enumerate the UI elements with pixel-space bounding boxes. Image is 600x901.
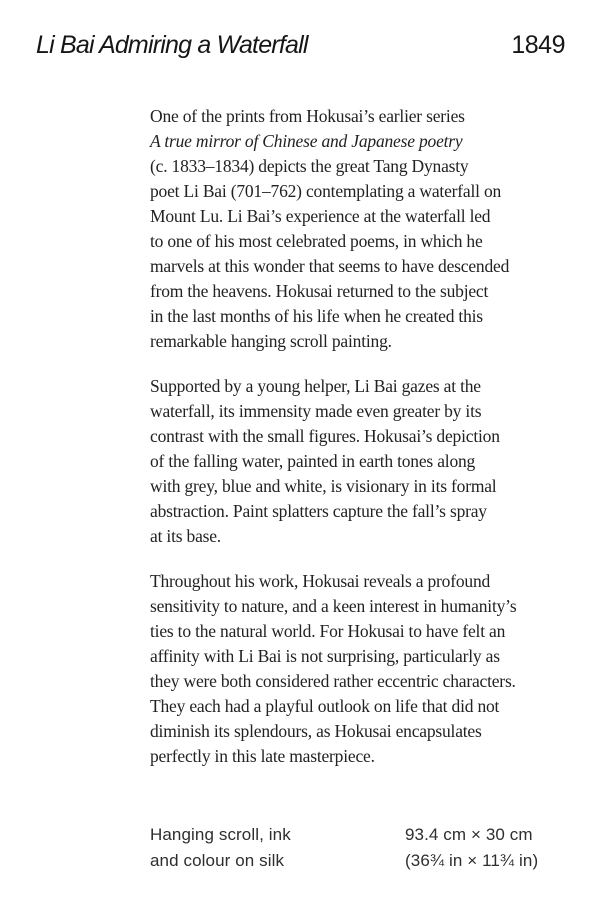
paragraph [150, 569, 516, 769]
medium-line-2: and colour on silk [150, 851, 285, 870]
text-line: Supported by a young helper, Li Bai gazes at the [150, 376, 481, 396]
text-line: at its base. [150, 526, 221, 546]
article [150, 104, 516, 769]
dimensions-line-2: (36¾ in × 11¾ in) [405, 851, 539, 870]
text-line: from the heavens. Hokusai returned to the subject [150, 281, 489, 301]
text-line: poet Li Bai (701–762) contemplating a waterfall on [150, 181, 502, 201]
artwork-title: Li Bai Admiring a Waterfall [36, 31, 308, 59]
text-line: contrast with the small figures. Hokusai’s depiction [150, 426, 500, 446]
medium-line-1: Hanging scroll, ink [150, 825, 291, 844]
text-line: affinity with Li Bai is not surprising, particularly as [150, 646, 500, 666]
text-line: in the last months of his life when he created this [150, 306, 483, 326]
text-line: they were both considered rather eccentric characters. [150, 671, 516, 691]
text-line: marvels at this wonder that seems to have descended [150, 256, 510, 276]
paragraph [150, 374, 516, 549]
text-line: A true mirror of Chinese and Japanese poetry [150, 131, 463, 151]
text-line: perfectly in this late masterpiece. [150, 746, 375, 766]
text-line: diminish its splendours, as Hokusai encapsulates [150, 721, 482, 741]
text-line: Mount Lu. Li Bai’s experience at the waterfall led [150, 206, 491, 226]
text-line: to one of his most celebrated poems, in which he [150, 231, 483, 251]
dimensions-column [405, 822, 538, 874]
text-line: waterfall, its immensity made even greater by its [150, 401, 482, 421]
text-line: One of the prints from Hokusai’s earlier series [150, 106, 465, 126]
text-line: sensitivity to nature, and a keen interest in humanity’s [150, 596, 517, 616]
text-line: (c. 1833–1834) depicts the great Tang Dynasty [150, 156, 469, 176]
artwork-year: 1849 [511, 31, 565, 59]
text-line: remarkable hanging scroll painting. [150, 331, 392, 351]
text-line: They each had a playful outlook on life that did not [150, 696, 500, 716]
text-line: ties to the natural world. For Hokusai to have felt an [150, 621, 506, 641]
header [36, 31, 565, 60]
text-line: Throughout his work, Hokusai reveals a profound [150, 571, 491, 591]
text-line: of the falling water, painted in earth tones along [150, 451, 476, 471]
paragraph [150, 104, 516, 354]
medium-column [150, 822, 291, 874]
dimensions-line-1: 93.4 cm × 30 cm [405, 825, 533, 844]
text-line: with grey, blue and white, is visionary in its formal [150, 476, 497, 496]
text-line: abstraction. Paint splatters capture the fall’s spray [150, 501, 487, 521]
